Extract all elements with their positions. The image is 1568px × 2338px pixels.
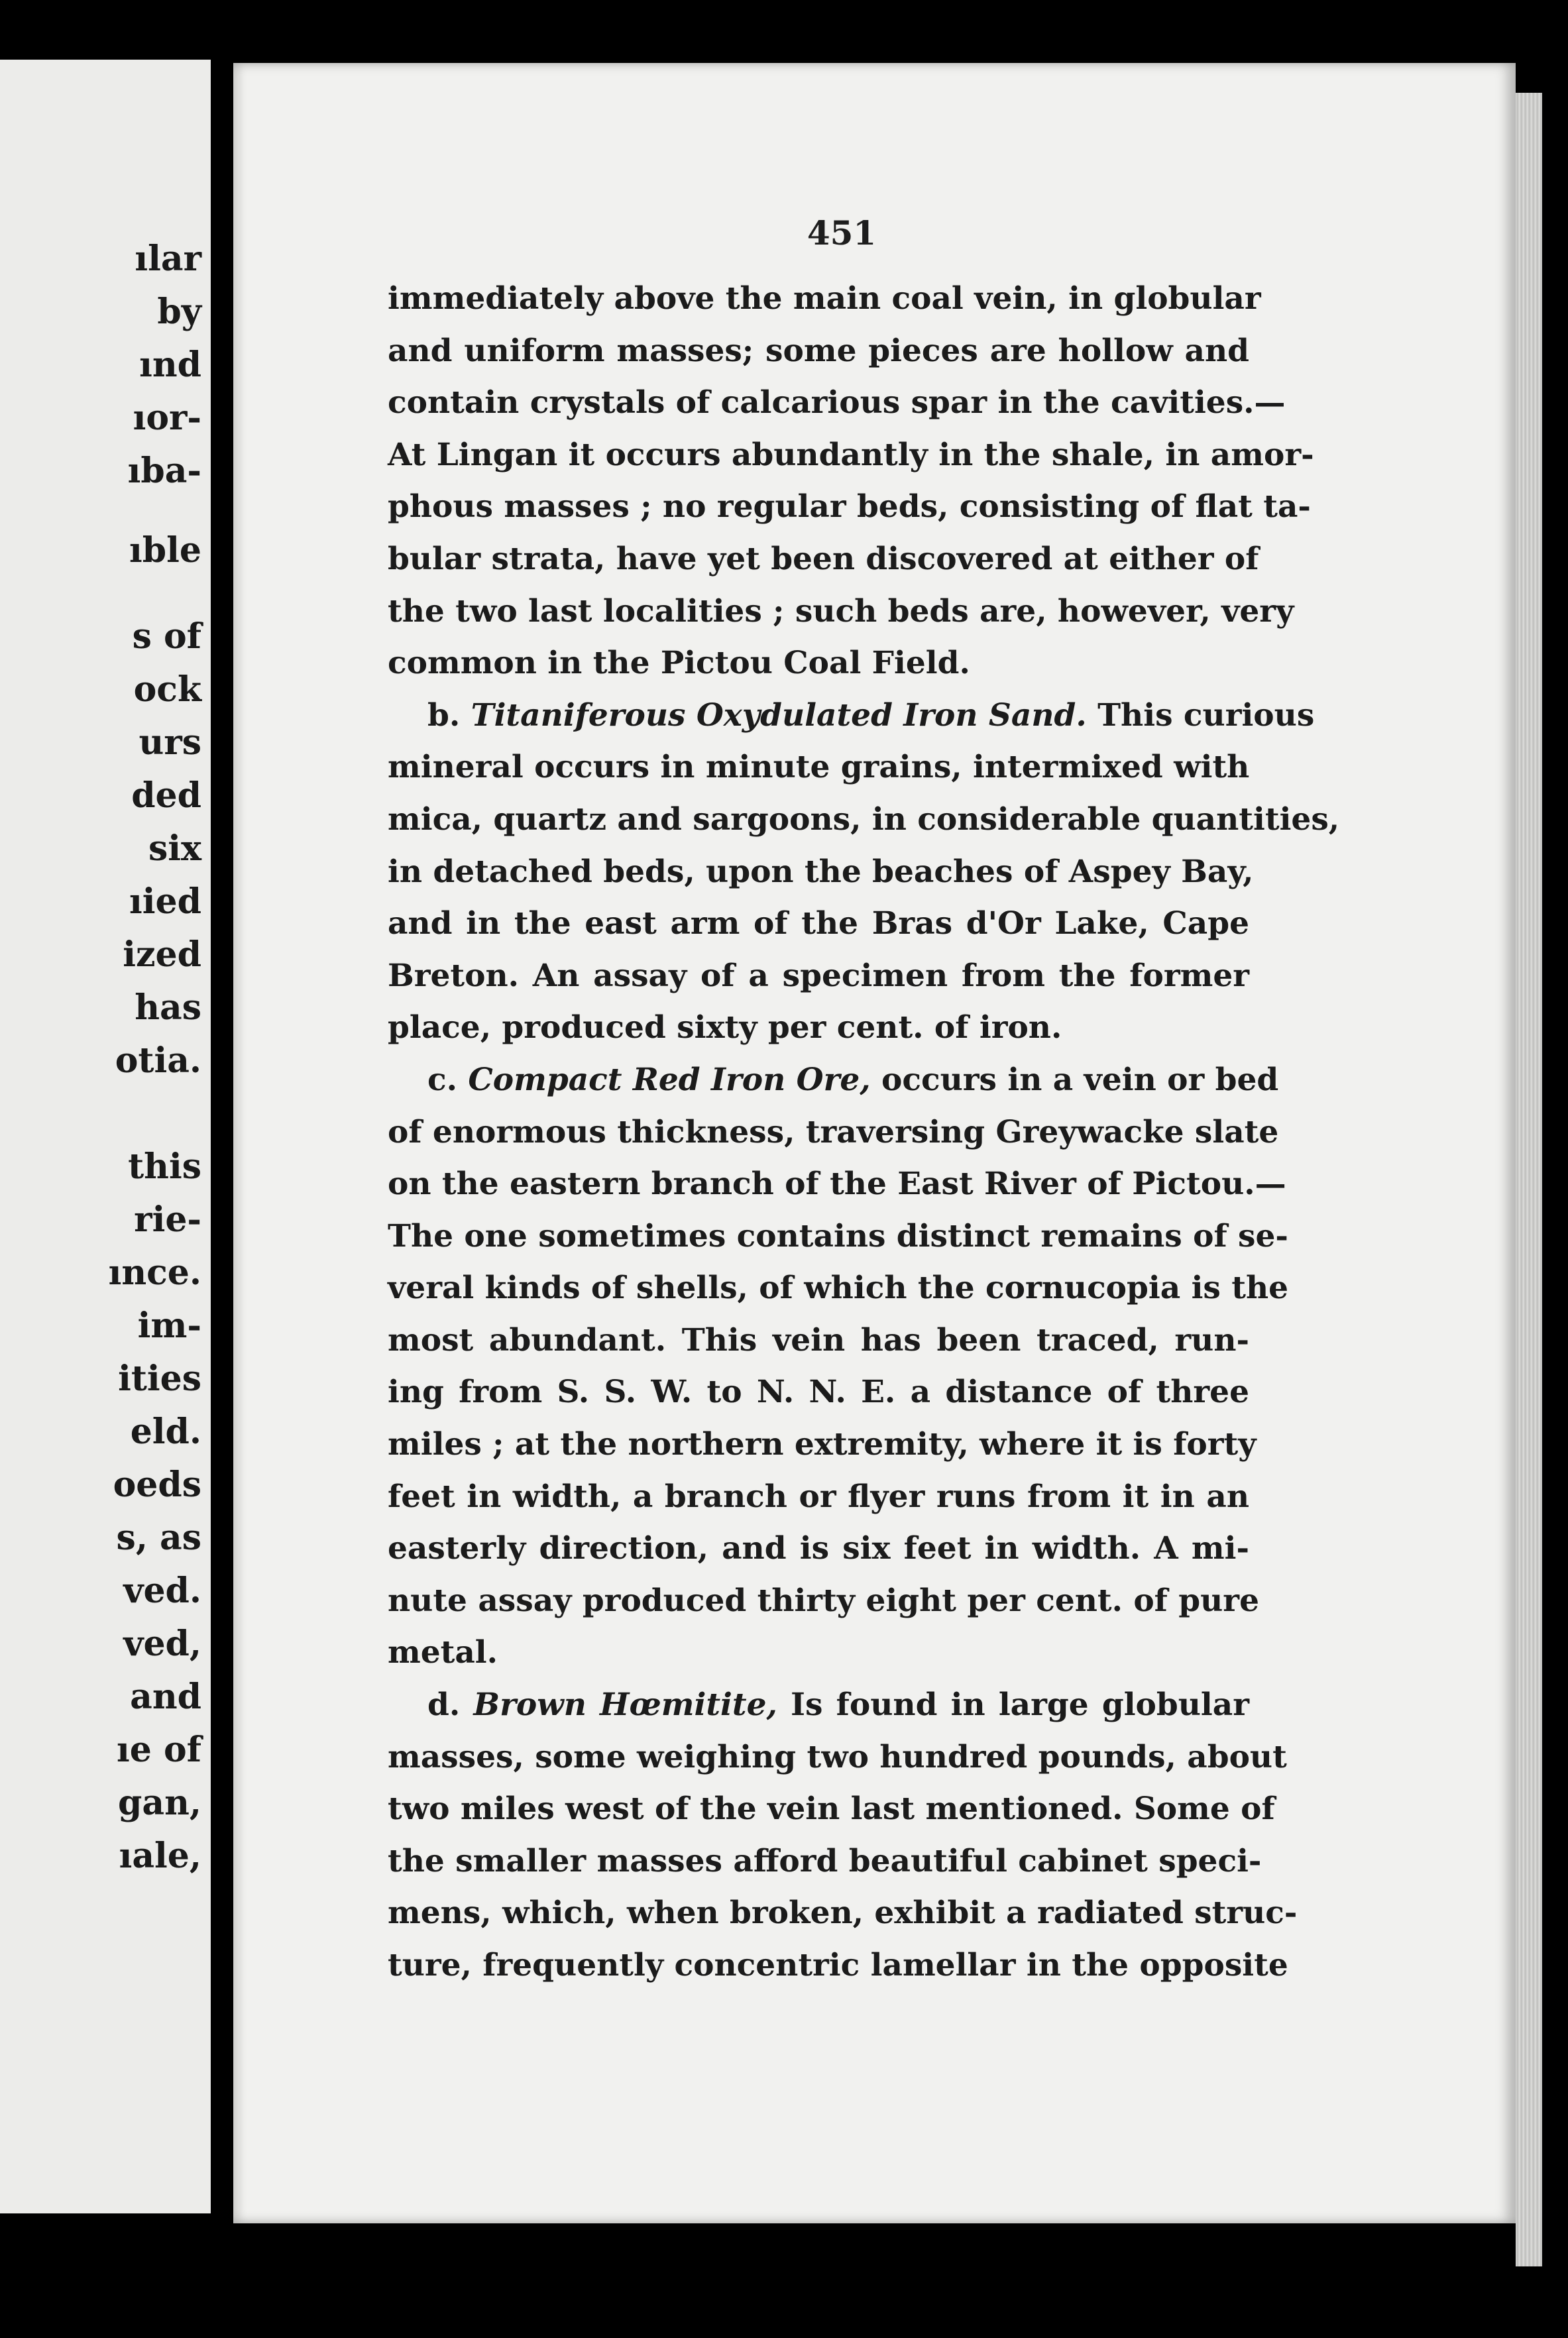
text-line: nute assay produced thirty eight per cent. of pure [388, 1582, 1259, 1619]
text-line: mineral occurs in minute grains, intermixed with [388, 749, 1250, 786]
left-page-fragment: and [130, 1677, 201, 1717]
page-number: 451 [807, 213, 877, 252]
text-line: easterly direction, and is six feet in width. A mi- [388, 1530, 1249, 1567]
left-page-fragment: ized [123, 934, 201, 975]
left-page-fragment: s, as [116, 1518, 201, 1558]
text-line: and uniform masses; some pieces are hollow and [388, 332, 1249, 369]
left-page-fragment: oeds [113, 1465, 201, 1505]
text-line: bular strata, have yet been discovered at either of [388, 540, 1259, 577]
left-page-fragment: ved, [123, 1624, 201, 1664]
left-page-fragment: by [157, 292, 201, 332]
left-page-fragment: im- [137, 1306, 201, 1346]
left-page-fragment: ıied [129, 881, 201, 922]
text-line: ing from S. S. W. to N. N. E. a distance of three [388, 1374, 1249, 1411]
text-line: in detached beds, upon the beaches of Aspey Bay, [388, 853, 1254, 890]
left-page-fragment: ınce. [108, 1252, 201, 1293]
text-line: immediately above the main coal vein, in globular [388, 280, 1261, 317]
text-line: common in the Pictou Coal Field. [388, 645, 970, 682]
left-page-fragment: gan, [118, 1783, 201, 1823]
text-line: d. Brown Hœmitite, Is found in large globular [427, 1687, 1249, 1724]
text-line: veral kinds of shells, of which the cornucopia is the [388, 1270, 1289, 1307]
left-page-fragment: ıor- [133, 398, 201, 438]
text-line: most abundant. This vein has been traced, run- [388, 1321, 1249, 1359]
left-page-fragment: ities [118, 1359, 201, 1399]
text-line: ture, frequently concentric lamellar in the opposite [388, 1947, 1288, 1983]
text-line: phous masses ; no regular beds, consisting of flat ta- [388, 488, 1311, 526]
text-line: feet in width, a branch or flyer runs from it in an [388, 1478, 1249, 1515]
text-line: mica, quartz and sargoons, in considerable quantities, [388, 801, 1340, 838]
text-line: masses, some weighing two hundred pounds, about [388, 1738, 1287, 1775]
left-page-fragment: ved. [123, 1571, 201, 1611]
left-page-fragment: ınd [139, 345, 201, 385]
left-page-fragment: ıble [129, 530, 201, 571]
page-edge-stack [1516, 93, 1542, 2266]
left-page-fragment: six [148, 828, 201, 869]
text-line: place, produced sixty per cent. of iron. [388, 1009, 1062, 1046]
left-page-fragment: ıe of [117, 1730, 201, 1770]
text-line: At Lingan it occurs abundantly in the shale, in amor- [388, 436, 1314, 473]
text-line: The one sometimes contains distinct remains of se- [388, 1217, 1288, 1254]
left-facing-page [0, 60, 211, 2213]
text-line: the two last localities ; such beds are, however, very [388, 592, 1294, 630]
left-page-fragment: s of [132, 616, 201, 657]
left-page-fragment: urs [139, 722, 201, 763]
left-page-fragment: rie- [134, 1199, 201, 1240]
text-line: two miles west of the vein last mentioned. Some of [388, 1791, 1275, 1828]
italic-term: Compact Red Iron Ore, [468, 1061, 871, 1098]
text-line: miles ; at the northern extremity, where it is forty [388, 1426, 1257, 1463]
text-line: c. Compact Red Iron Ore, occurs in a vein or bed [427, 1061, 1279, 1098]
left-page-fragment: otia. [115, 1040, 201, 1081]
text-line: contain crystals of calcarious spar in the cavities.— [388, 384, 1286, 421]
left-page-fragment: ock [133, 669, 201, 710]
text-line: mens, which, when broken, exhibit a radiated struc- [388, 1895, 1298, 1932]
left-page-fragment: ılar [135, 239, 201, 279]
text-line: on the eastern branch of the East River of Pictou.— [388, 1166, 1286, 1203]
left-page-fragment: ıba- [127, 451, 201, 491]
text-line: and in the east arm of the Bras d'Or Lake, Cape [388, 905, 1249, 942]
text-line: of enormous thickness, traversing Greywacke slate [388, 1113, 1279, 1150]
left-page-fragment: ded [131, 775, 201, 816]
left-page-fragment: has [135, 987, 201, 1028]
text-line: metal. [388, 1634, 498, 1671]
italic-term: Titaniferous Oxydulated Iron Sand. [471, 696, 1087, 734]
left-page-fragment: eld. [130, 1412, 201, 1452]
text-line: b. Titaniferous Oxydulated Iron Sand. This curious [427, 696, 1315, 734]
italic-term: Brown Hœmitite, [473, 1687, 777, 1724]
left-page-fragment: this [128, 1146, 201, 1187]
left-page-fragment: ıale, [119, 1836, 201, 1876]
body-text [388, 273, 1340, 1992]
text-line: Breton. An assay of a specimen from the former [388, 957, 1249, 994]
text-line: the smaller masses afford beautiful cabinet speci- [388, 1842, 1262, 1879]
